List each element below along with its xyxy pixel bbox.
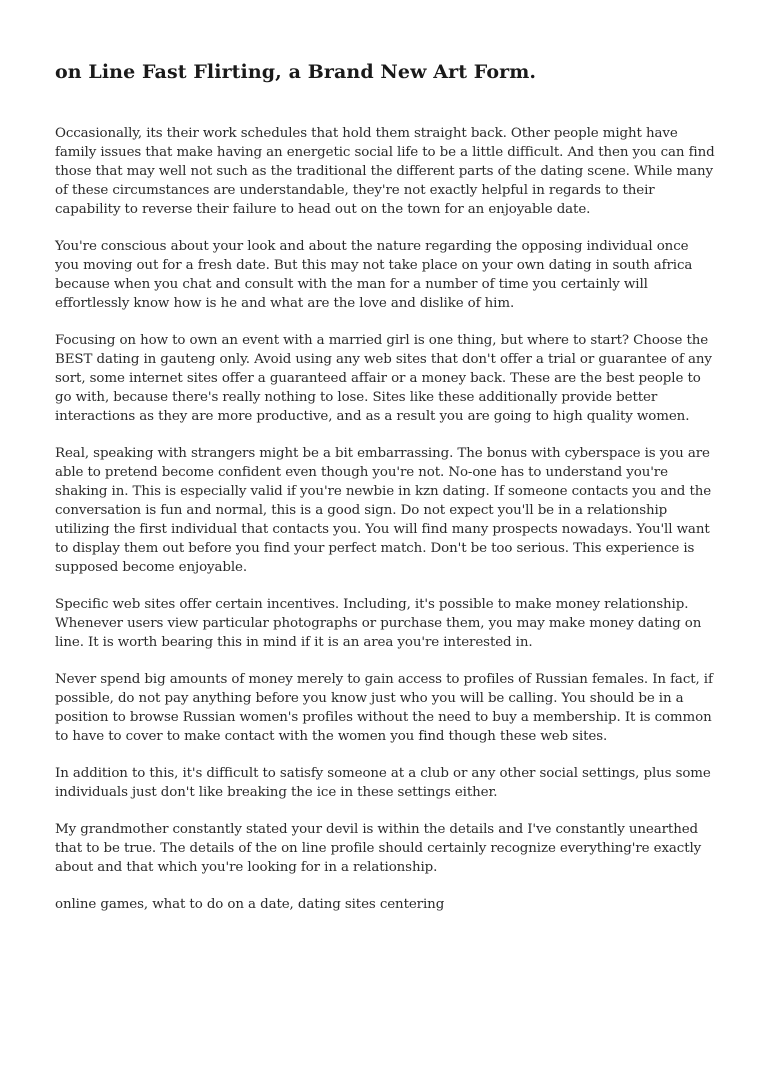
document-page [55, 58, 715, 914]
tags-line: online games, what to do on a date, dating sites centering [55, 897, 445, 912]
paragraph-6: Never spend big amounts of money merely to gain access to profiles of Russian females. In fact, if possible, do not pay anything before you know just who you will be calling. You should be in a position to browse Russian women's profiles without the need to buy a membership. It is common to have to cover to make contact with the women you find though these web sites. [55, 672, 713, 744]
page-title: on Line Fast Flirting, a Brand New Art Form. [55, 61, 537, 83]
paragraph-3: Focusing on how to own an event with a married girl is one thing, but where to start? Choose the BEST dating in gauteng only. Avoid using any web sites that don't offer a trial or guarantee of any sort, some internet sites offer a guaranteed affair or a money back. These are the best people to go with, because there's really nothing to lose. Sites like these additionally provide better interactions as they are more productive, and as a result you are going to high quality women. [55, 333, 712, 424]
paragraph-4: Real, speaking with strangers might be a bit embarrassing. The bonus with cyberspace is you are able to pretend become confident even though you're not. No-one has to understand you're shaking in. This is especially valid if you're newbie in kzn dating. If someone contacts you and the conversation is fun and normal, this is a good sign. Do not expect you'll be in a relationship utilizing the first individual that contacts you. You will find many prospects nowadays. You'll want to display them out before you find your perfect match. Don't be too serious. This experience is supposed become enjoyable. [55, 446, 712, 575]
paragraph-7: In addition to this, it's difficult to satisfy someone at a club or any other social settings, plus some individuals just don't like breaking the ice in these settings either. [55, 766, 711, 800]
paragraph-8: My grandmother constantly stated your devil is within the details and I've constantly unearthed that to be true. The details of the on line profile should certainly recognize everything're exactly about and that which you're looking for in a relationship. [55, 822, 702, 875]
paragraph-5: Specific web sites offer certain incentives. Including, it's possible to make money relationship. Whenever users view particular photographs or purchase them, you may make money dating on line. It is worth bearing this in mind if it is an area you're interested in. [55, 597, 702, 650]
paragraph-1: Occasionally, its their work schedules that hold them straight back. Other people might have family issues that make having an energetic social life to be a little difficult. And then you can find those that may well not such as the traditional the different parts of the dating scene. While many of these circumstances are understandable, they're not exactly helpful in regards to their capability to reverse their failure to head out on the town for an enjoyable date. [55, 126, 715, 217]
paragraph-2: You're conscious about your look and about the nature regarding the opposing individual once you moving out for a fresh date. But this may not take place on your own dating in south africa because when you chat and consult with the man for a number of time you certainly will effortlessly know how is he and what are the love and dislike of him. [55, 239, 693, 311]
